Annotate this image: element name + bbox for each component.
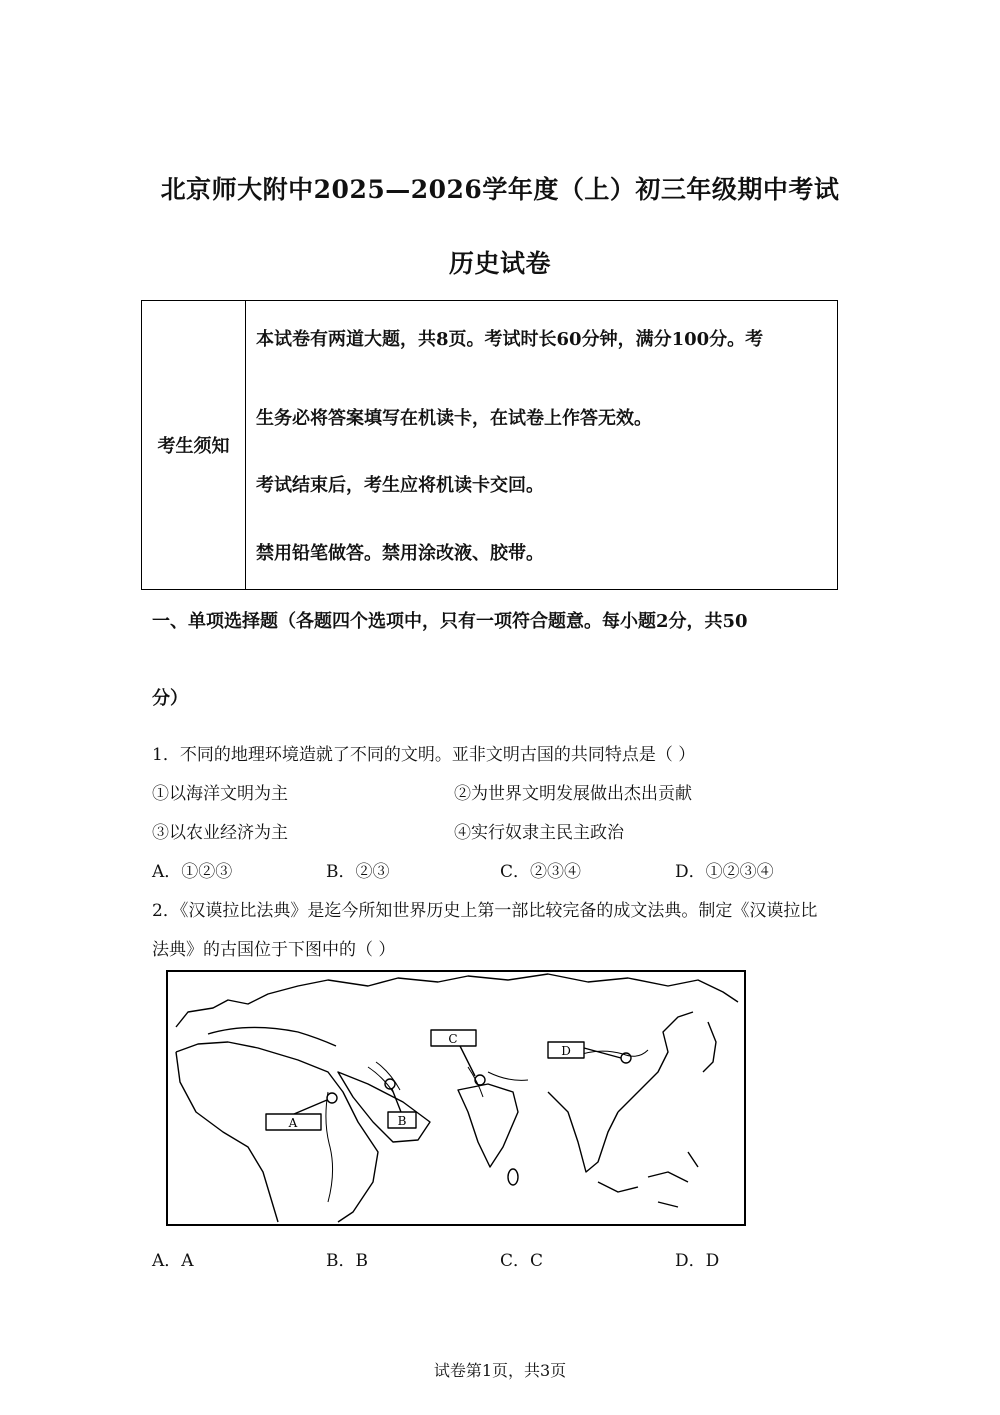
notice-line: 生务必将答案填写在机读卡，在试卷上作答无效。 bbox=[256, 408, 652, 429]
notice-label: 考生须知 bbox=[142, 301, 246, 589]
section-heading: 一、单项选择题（各题四个选项中，只有一项符合题意。每小题2分，共50 bbox=[152, 611, 748, 632]
nile-river bbox=[326, 1092, 333, 1202]
islands bbox=[598, 1152, 698, 1207]
q2-option-c: C．C bbox=[500, 1251, 544, 1271]
map-label-a: A bbox=[288, 1116, 298, 1130]
q1-item: ③以农业经济为主 bbox=[152, 823, 288, 843]
africa-west-coast bbox=[176, 1052, 278, 1222]
eurasia-coastline bbox=[176, 974, 738, 1027]
notice-line: 考试结束后，考生应将机读卡交回。 bbox=[256, 475, 544, 496]
se-asia-coastline bbox=[548, 1092, 618, 1172]
q1-option-c: C．②③④ bbox=[500, 862, 582, 882]
map-label-c: C bbox=[448, 1032, 458, 1046]
map-label-d: D bbox=[561, 1044, 571, 1058]
tigris-euphrates-rivers bbox=[368, 1062, 400, 1092]
q1-item: ②为世界文明发展做出杰出贡献 bbox=[454, 784, 692, 804]
page-footer: 试卷第1页，共3页 bbox=[433, 1361, 567, 1380]
leader-line-d bbox=[584, 1048, 621, 1058]
q1-option-b: B．②③ bbox=[326, 862, 390, 882]
site-marker-a bbox=[327, 1093, 337, 1103]
indus-ganges-rivers bbox=[468, 1067, 528, 1097]
notice-line: 禁用铅笔做答。禁用涂改液、胶带。 bbox=[256, 543, 544, 564]
q2-option-d: D．D bbox=[675, 1251, 720, 1271]
africa-coastline bbox=[176, 1042, 378, 1222]
world-map-figure bbox=[166, 970, 746, 1226]
map-label-b: B bbox=[397, 1114, 407, 1128]
question-2-stem-cont: 法典》的古国位于下图中的（ ） bbox=[152, 940, 396, 960]
japan-islands bbox=[703, 1022, 716, 1072]
question-2-stem: 2．《汉谟拉比法典》是迄今所知世界历史上第一部比较完备的成文法典。制定《汉谟拉比 bbox=[152, 901, 818, 921]
q1-item: ④实行奴隶主民主政治 bbox=[454, 823, 624, 843]
q2-option-b: B．B bbox=[326, 1251, 368, 1271]
question-1-stem: 1．不同的地理环境造就了不同的文明。亚非文明古国的共同特点是（ ） bbox=[152, 745, 696, 765]
q1-item: ①以海洋文明为主 bbox=[152, 784, 288, 804]
notice-table bbox=[141, 300, 838, 590]
arabia-coastline bbox=[338, 1072, 430, 1142]
india-coastline bbox=[458, 1084, 518, 1167]
exam-title: 北京师大附中2025—2026学年度（上）初三年级期中考试 bbox=[160, 175, 840, 204]
leader-line-a bbox=[294, 1100, 327, 1114]
notice-line: 本试卷有两道大题，共8页。考试时长60分钟，满分100分。考 bbox=[256, 329, 764, 350]
mediterranean-sea bbox=[208, 1027, 336, 1046]
exam-subtitle: 历史试卷 bbox=[448, 249, 551, 278]
q2-option-a: A．A bbox=[152, 1251, 194, 1271]
section-heading-cont: 分） bbox=[152, 688, 188, 709]
site-marker-d bbox=[621, 1053, 631, 1063]
q1-option-a: A．①②③ bbox=[152, 862, 233, 882]
q1-option-d: D．①②③④ bbox=[675, 862, 774, 882]
map-drawing bbox=[168, 972, 744, 1224]
sri-lanka bbox=[508, 1169, 518, 1185]
site-marker-c bbox=[475, 1075, 485, 1085]
